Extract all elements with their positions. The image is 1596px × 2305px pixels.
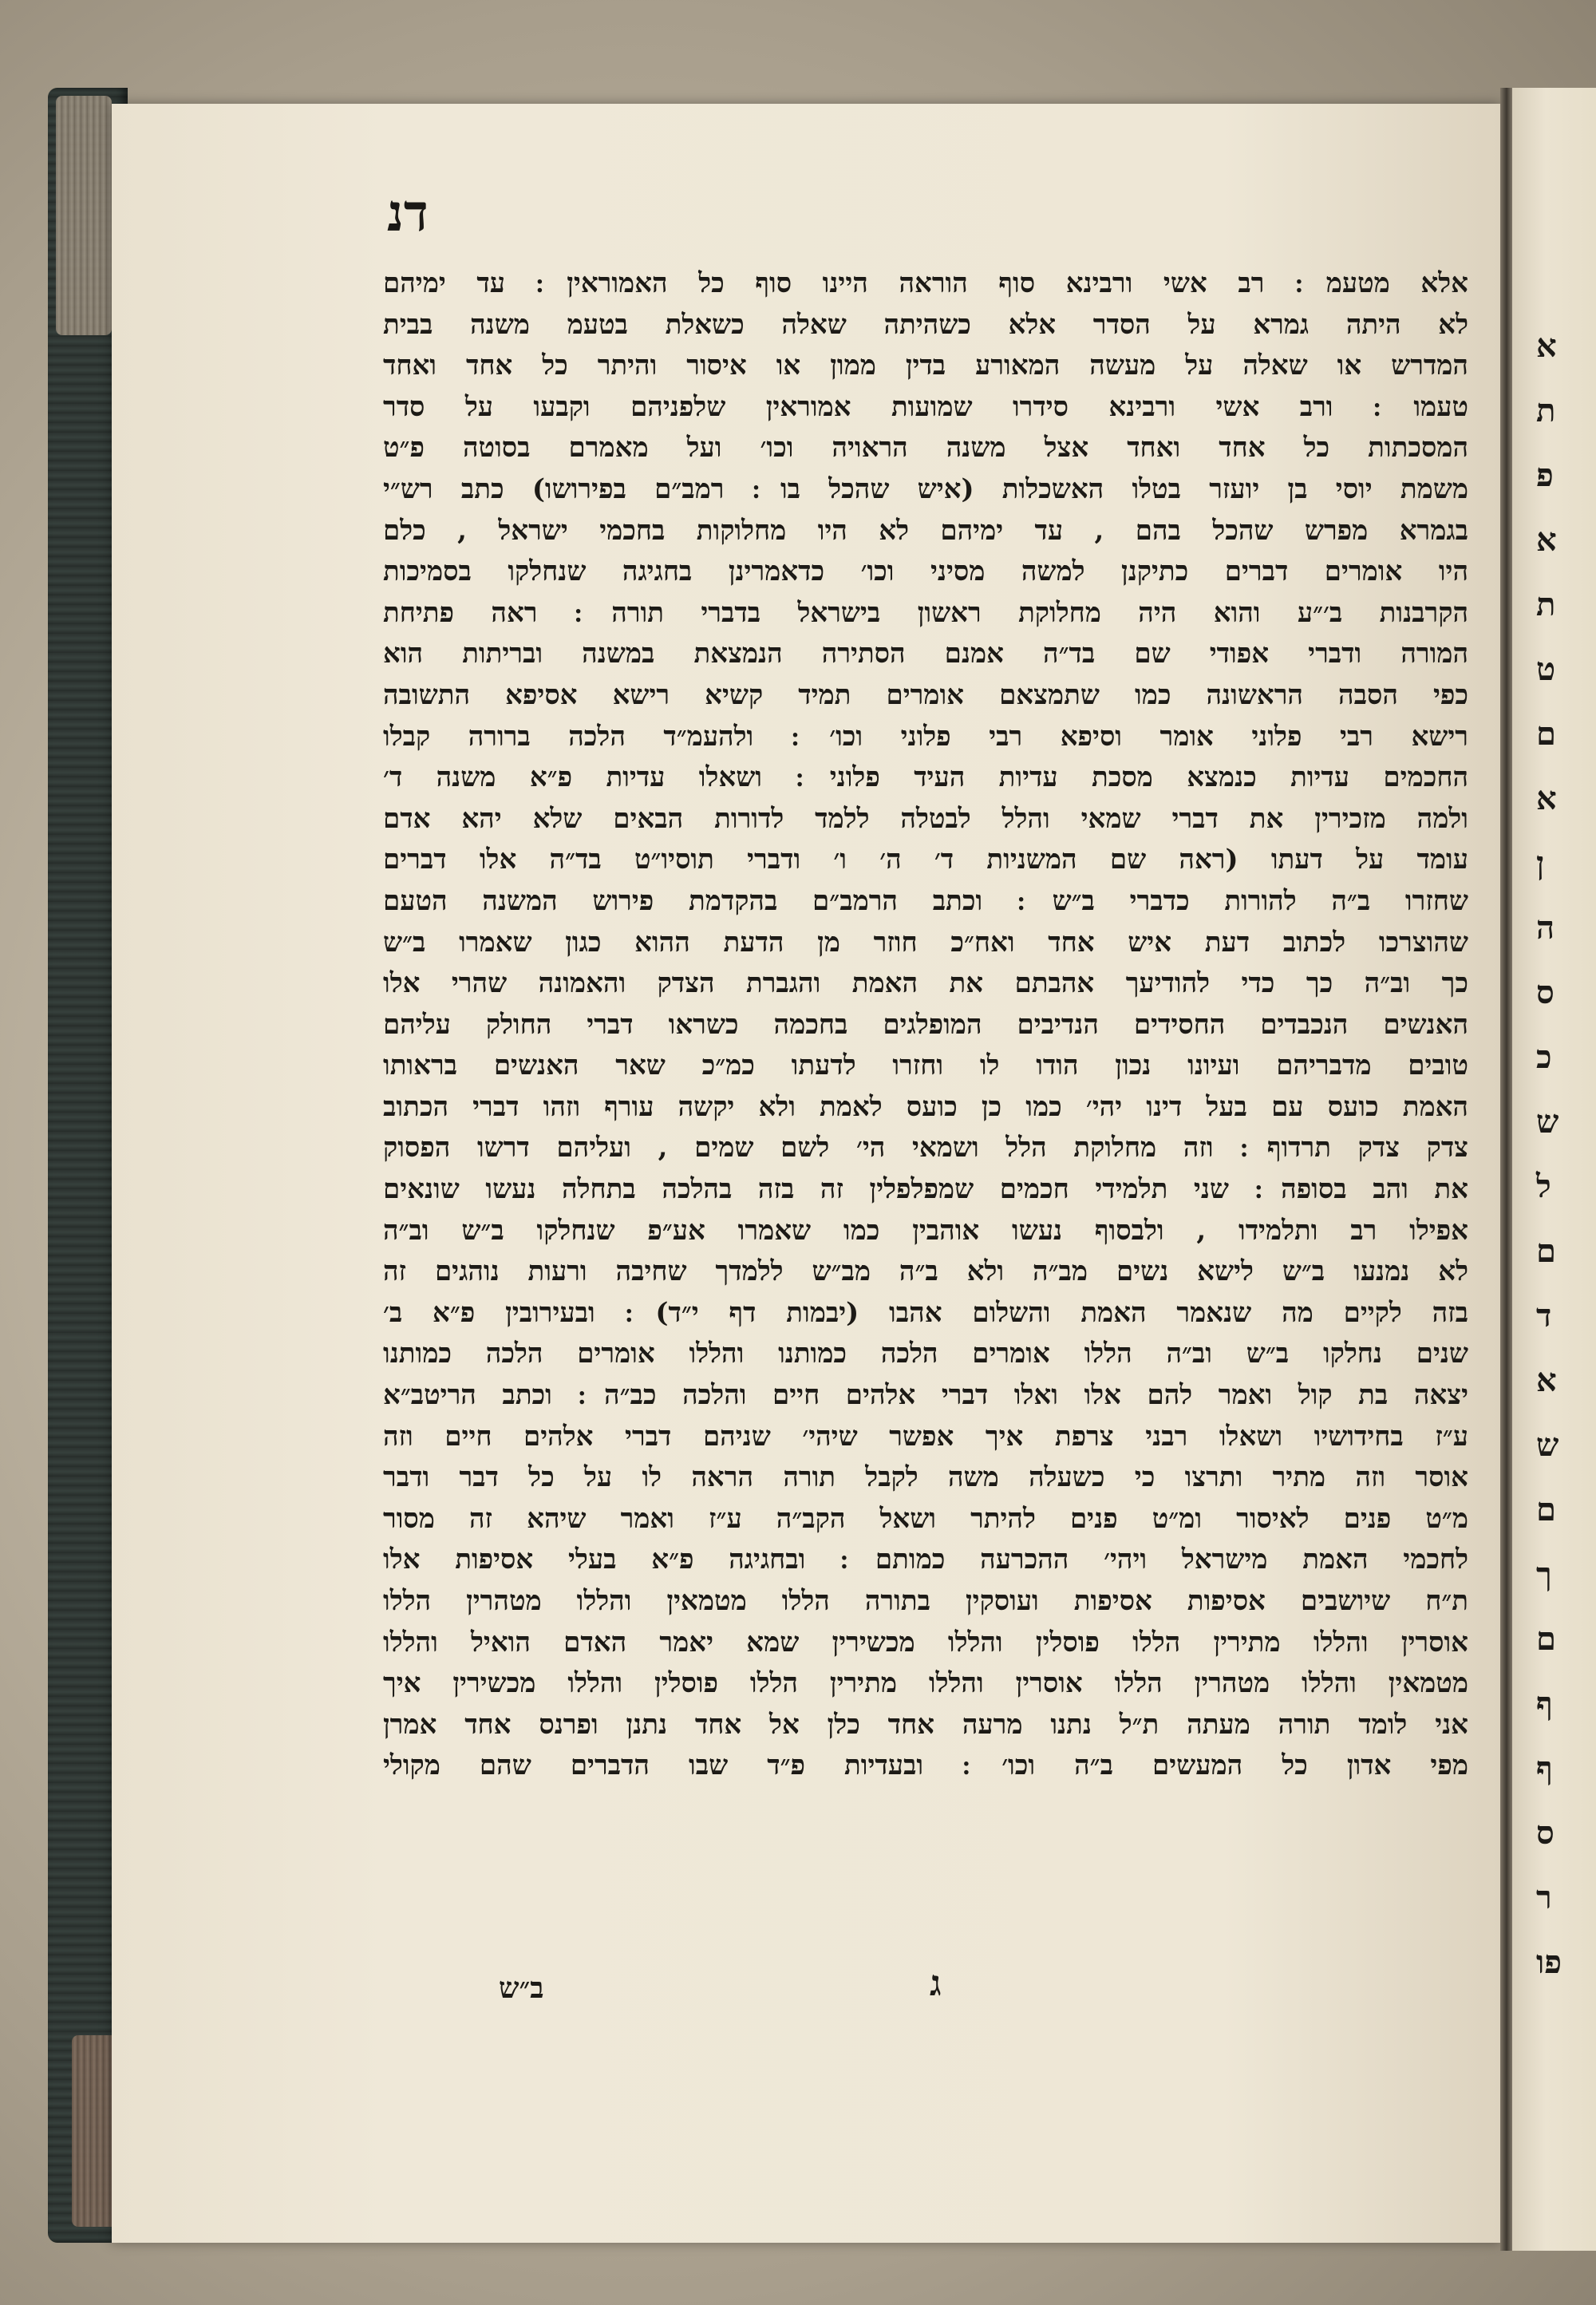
adjacent-page-fragment: ש xyxy=(1536,1426,1559,1464)
adjacent-page-fragment: ס xyxy=(1536,1814,1555,1852)
text-line: יצאה בת קול ואמר להם אלו ואלו דברי אלהים חיים והלכה כב״ה ׃ וכתב הריטב״א xyxy=(383,1379,1468,1412)
text-line: הקרבנות ב׳״ע והוא היה מחלוקת ראשון בישראל בדברי תורה ׃ ראה פתיחת xyxy=(383,596,1468,629)
footer-letter: ג xyxy=(930,1963,942,2004)
text-line: לחכמי האמת מישראל ויהי׳ ההכרעה כמותם ׃ ובחגיגה פ״א בעלי אסיפות אלו xyxy=(383,1544,1468,1576)
text-line: ת״ח שיושבים אסיפות אסיפות ועוסקין בתורה הללו מטמאין והללו מטהרין הללו xyxy=(383,1585,1468,1617)
text-line: צדק צדק תרדוף ׃ וזה מחלוקת הלל ושמאי הי׳ לשם שמים , ועליהם דרשו הפסוק xyxy=(383,1132,1468,1164)
text-line: שהוצרכו לכתוב דעת איש אחד ואח״כ חוזר מן הדעת ההוא כגון שאמרו ב״ש xyxy=(383,926,1468,959)
adjacent-page-fragment: ף xyxy=(1536,1750,1553,1787)
adjacent-page-fragment: ם xyxy=(1536,715,1556,753)
adjacent-page-fragment: ף xyxy=(1536,1685,1553,1722)
text-line: המורה ודברי אפודי שם בד״ה אמנם הסתירה הנמצאת במשנה ובריתות הוא xyxy=(383,638,1468,670)
text-line: כפי הסבה הראשונה כמו שתמצאם אומרים תמיד קשיא רישא אסיפא התשובה xyxy=(383,678,1468,711)
text-line: טובים מדבריהם ועיונו נכון הודו לו וחזרו לדעתו כמ״כ שאר האנשים בראותו xyxy=(383,1050,1468,1082)
adjacent-page-fragment: א xyxy=(1536,327,1557,365)
adjacent-page-fragment: ט xyxy=(1536,650,1556,688)
adjacent-page-fragment: ל xyxy=(1536,1168,1551,1205)
text-line: המדרש או שאלה על מעשה המאורע בדין ממון או איסור והיתר כל אחד ואחד xyxy=(383,350,1468,382)
adjacent-page-fragment: ם xyxy=(1536,1232,1556,1270)
main-text-block xyxy=(383,263,1468,1787)
text-line: אני לומד תורה מעתה ת״ל נתנו מרעה אחד כלן אל אחד נתנן ופרנס אחד אמרן xyxy=(383,1708,1468,1741)
text-line: לא היתה גמרא על הסדר אלא כשהיתה שאלה כשאלת בטעמ משנה בבית xyxy=(383,308,1468,341)
adjacent-page-fragment: ת xyxy=(1536,586,1556,623)
text-line: אפילו רב ותלמידו , ולבסוף נעשו אוהבין כמו שאמרו אע״פ שנחלקו ב״ש וב״ה xyxy=(383,1214,1468,1247)
text-line: בזה לקיים מה שנאמר האמת והשלום אהבו (יבמות דף י״ד) ׃ ובעירובין פ״א ב׳ xyxy=(383,1296,1468,1329)
text-line: ע״ז בחידושיו ושאלו רבני צרפת איך אפשר שיהי׳ שניהם דברי אלהים חיים וזה xyxy=(383,1420,1468,1453)
signature-mark: ב״ש xyxy=(499,1971,544,2005)
adjacent-page-fragment: פו xyxy=(1536,1943,1562,1981)
text-line: ולמה מזכירין את דברי שמאי והלל לבטלה ללמד לדורות הבאים שלא יהא אדם xyxy=(383,802,1468,835)
text-line: שחזרו ב״ה להורות כדברי ב״ש ׃ וכתב הרמב״ם בהקדמת פירוש המשנה הטעם xyxy=(383,884,1468,917)
adjacent-page-fragment: כ xyxy=(1536,1038,1552,1076)
text-line: טעמו ׃ ורב אשי ורבינא סידרו שמועות אמוראין שלפניהם וקבעו על סדר xyxy=(383,390,1468,423)
text-line: האמת כועס עם בעל דינו יהי׳ כמו כן כועס לאמת ולא יקשה עורף וזהו דברי הכתוב xyxy=(383,1090,1468,1123)
adjacent-page-fragment: ם xyxy=(1536,1491,1556,1528)
adjacent-page-fragment: א xyxy=(1536,521,1557,559)
adjacent-page-fragment: ד xyxy=(1536,1297,1552,1334)
page-number: דנ xyxy=(387,184,429,243)
text-line: כך וב״ה כך כדי להודיעך אהבתם את האמת והגברת הצדק והאמונה שהרי אלו xyxy=(383,967,1468,1000)
adjacent-page-fragment: ם xyxy=(1536,1620,1556,1658)
adjacent-page-fragment: ס xyxy=(1536,974,1555,1011)
worn-cloth-spine-top xyxy=(56,96,112,335)
text-line: אוסרין והללו מתירין הללו פוסלין והללו מכשירין שמא יאמר האדם הואיל והללו xyxy=(383,1626,1468,1659)
text-line: מטמאין והללו מטהרין הללו אוסרין והללו מתירין הללו פוסלין והללו מכשירין איך xyxy=(383,1667,1468,1700)
text-line: האנשים הנכבדים החסידים הנדיבים המופלגים בחכמה כשראו דברי החולק עליהם xyxy=(383,1008,1468,1041)
adjacent-page-fragment: ה xyxy=(1536,909,1555,947)
text-line: החכמים עדיות כנמצא מסכת עדיות העיד פלוני ׃ ושאלו עדיות פ״א משנה ד׳ xyxy=(383,761,1468,794)
adjacent-page-fragment: ש xyxy=(1536,1103,1559,1141)
text-line: אלא מטעמ ׃ רב אשי ורבינא סוף הוראה היינו סוף כל האמוראין ׃ עד ימיהם xyxy=(383,267,1468,299)
adjacent-page-fragment: א xyxy=(1536,780,1557,817)
adjacent-page-fragment: ן xyxy=(1536,844,1545,882)
text-line: אוסר וזה מתיר ותרצו כי כשעלה משה לקבל תורה הראה לו על כל דבר ודבר xyxy=(383,1461,1468,1494)
adjacent-page-fragment: ך xyxy=(1536,1556,1552,1593)
text-line: משמת יוסי בן יועזר בטלו האשכלות (איש שהכל בו ׃ רמב״ם בפירושו) כתב רש״י xyxy=(383,472,1468,505)
text-line: עומד על דעתו (ראה שם המשניות ד׳ ה׳ ו׳ ודברי תוסיו״ט בד״ה אלו דברים xyxy=(383,844,1468,876)
adjacent-page-fragment: ת xyxy=(1536,392,1556,429)
page-gutter xyxy=(1500,88,1513,2251)
adjacent-page-fragment: ר xyxy=(1536,1879,1552,1916)
text-line: בגמרא מפרש שהכל בהם , עד ימיהם לא היו מחלוקות בחכמי ישראל , כלם xyxy=(383,514,1468,547)
text-line: את והב בסופה ׃ שני תלמידי חכמים שמפלפלין זה בזה בהלכה בתחלה נעשו שונאים xyxy=(383,1173,1468,1206)
adjacent-page-fragment: פ xyxy=(1536,457,1554,494)
text-line: מ״ט פנים לאיסור ומ״ט פנים להיתר ושאל הקב״ה ע״ז ואמר שיהא זה מסור xyxy=(383,1502,1468,1535)
text-line: שנים נחלקו ב״ש וב״ה הללו אומרים הלכה כמותנו והללו אומרים הלכה כמותנו xyxy=(383,1338,1468,1370)
text-line: המסכתות כל אחד ואחד אצל משנה הראויה וכו׳ ועל מאמרם בסוטה פ״ט xyxy=(383,432,1468,465)
text-line: לא נמנעו ב״ש לישא נשים מב״ה ולא ב״ה מב״ש ללמדך שחיבה ורעות נוהגים זה xyxy=(383,1255,1468,1288)
text-line: מפי אדון כל המעשים ב״ה וכו׳ ׃ ובעדיות פ״ד שבו הדברים שהם מקולי xyxy=(383,1750,1468,1782)
text-line: היו אומרים דברים כתיקנן למשה מסיני וכו׳ כדאמרינן בחגיגה שנחלקו בסמיכות xyxy=(383,555,1468,588)
text-line: רישא רבי פלוני אומר וסיפא רבי פלוני וכו׳ ׃ ולהעמ״ד הלכה ברורה קבלו xyxy=(383,720,1468,753)
adjacent-page-edge xyxy=(1512,88,1596,2251)
adjacent-page-fragment: א xyxy=(1536,1362,1557,1399)
